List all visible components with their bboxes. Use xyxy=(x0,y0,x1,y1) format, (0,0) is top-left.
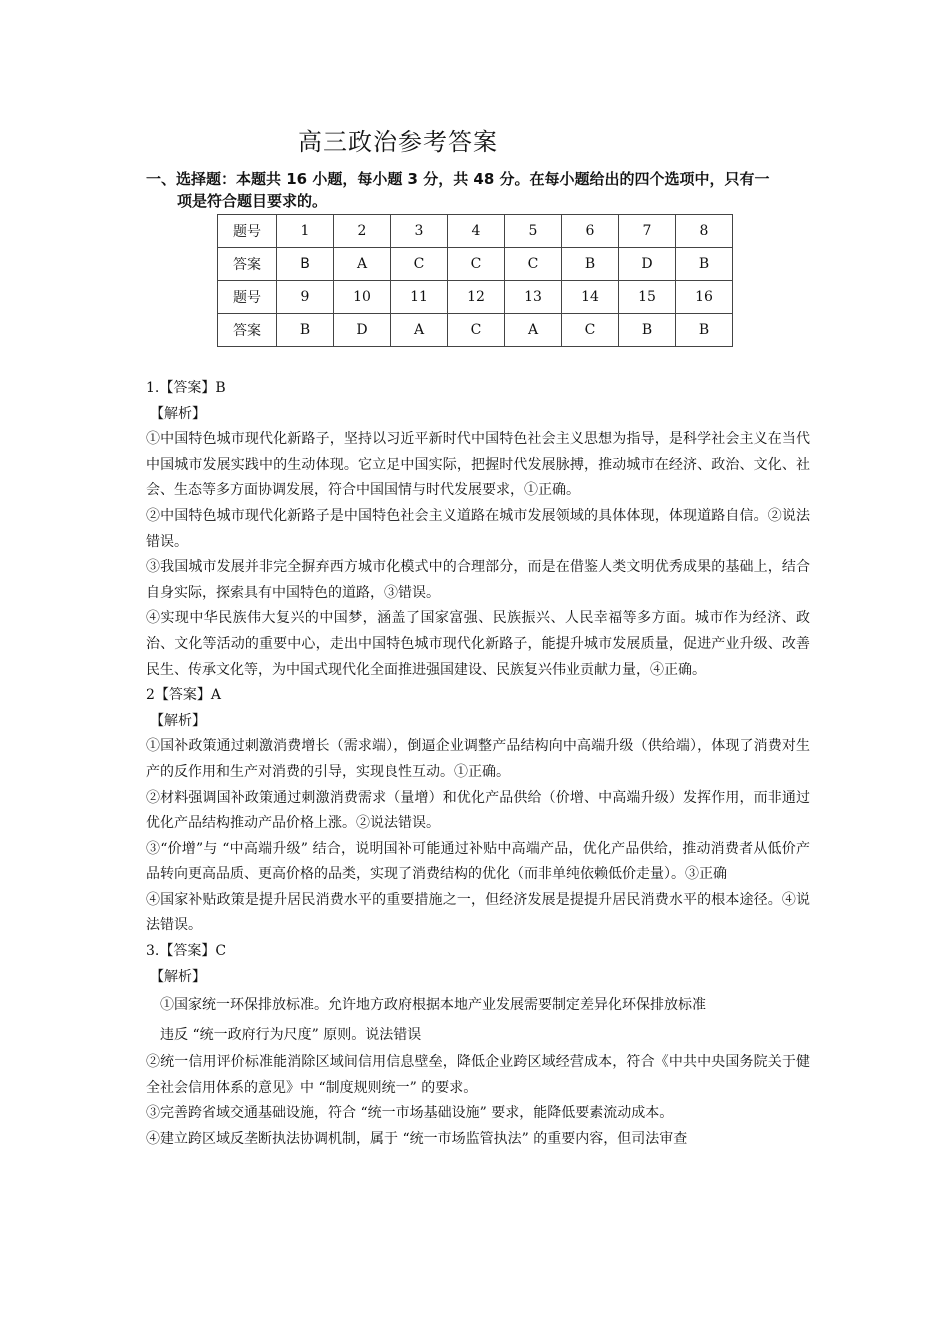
q1-analysis-label: 【解析】 xyxy=(150,405,206,422)
table-cell: B xyxy=(676,314,733,347)
section-heading-line1: 一、选择题：本题共 16 小题，每小题 3 分，共 48 分。在每小题给出的四个选项中，只有一 xyxy=(146,170,770,188)
table-cell: 9 xyxy=(277,281,334,314)
section-heading-line2: 项是符合题目要求的。 xyxy=(177,192,328,210)
row-label-answer: 答案 xyxy=(218,248,277,281)
q2-paragraph-2: ②材料强调国补政策通过刺激消费需求（量增）和优化产品供给（价增、中高端升级）发挥作用，而非通过优化产品结构推动产品价格上涨。②说法错误。 xyxy=(146,789,810,832)
row-label-answer: 答案 xyxy=(218,314,277,347)
page-title: 高三政治参考答案 xyxy=(298,128,498,156)
table-cell: 14 xyxy=(562,281,619,314)
q3-paragraph-2: ②统一信用评价标准能消除区域间信用信息壁垒，降低企业跨区域经营成本，符合《中共中央国务院关于健全社会信用体系的意见》中 “制度规则统一” 的要求。 xyxy=(146,1054,810,1096)
q1-paragraph-3: ③我国城市发展并非完全摒弃西方城市化模式中的合理部分，而是在借鉴人类文明优秀成果的基础上，结合自身实际，探索具有中国特色的道路，③错误。 xyxy=(146,559,810,601)
q2-paragraph-3: ③“价增”与 “中高端升级” 结合，说明国补可能通过补贴中高端产品，优化产品供给，推动消费者从低价产品转向更高品质、更高价格的品类，实现了消费结构的优化（而非单纯依赖低价走量）。③正确 xyxy=(146,840,810,883)
table-cell: B xyxy=(676,248,733,281)
table-cell: 10 xyxy=(334,281,391,314)
table-cell: A xyxy=(505,314,562,347)
table-cell: 15 xyxy=(619,281,676,314)
table-cell: C xyxy=(505,248,562,281)
table-cell: 7 xyxy=(619,215,676,248)
table-cell: 6 xyxy=(562,215,619,248)
section-heading xyxy=(146,168,826,212)
table-cell: B xyxy=(277,314,334,347)
table-cell: A xyxy=(391,314,448,347)
table-cell: 13 xyxy=(505,281,562,314)
q1-paragraph-4: ④实现中华民族伟大复兴的中国梦，涵盖了国家富强、民族振兴、人民幸福等多方面。城市作为经济、政治、文化等活动的重要中心，走出中国特色城市现代化新路子，能提升城市发展质量，促进产业升级、改善民生、传承文化等，为中国式现代化全面推进强国建设、民族复兴伟业贡献力量，④正确。 xyxy=(146,610,810,678)
table-cell: C xyxy=(448,314,505,347)
table-cell: D xyxy=(619,248,676,281)
q2-answer: 2【答案】A xyxy=(146,687,222,704)
q1-answer: 1.【答案】B xyxy=(146,380,226,396)
q3-paragraph-4: ④建立跨区域反垄断执法协调机制，属于 “统一市场监管执法” 的重要内容，但司法审查 xyxy=(146,1131,688,1148)
table-cell: A xyxy=(334,248,391,281)
q1-paragraph-2: ②中国特色城市现代化新路子是中国特色社会主义道路在城市发展领域的具体体现，体现道路自信。②说法错误。 xyxy=(146,507,810,550)
table-cell: 3 xyxy=(391,215,448,248)
table-row xyxy=(218,314,733,347)
q1-paragraph-1: ①中国特色城市现代化新路子，坚持以习近平新时代中国特色社会主义思想为指导，是科学社会主义在当代中国城市发展实践中的生动体现。它立足中国实际，把握时代发展脉搏，推动城市在经济、政治、文化、社会、生态等多方面协调发展，符合中国国情与时代发展要求，①正确。 xyxy=(146,431,810,499)
table-cell: B xyxy=(562,248,619,281)
row-label-question: 题号 xyxy=(218,215,277,248)
table-cell: 5 xyxy=(505,215,562,248)
table-cell: C xyxy=(562,314,619,347)
q3-paragraph-3: ③完善跨省域交通基础设施，符合 “统一市场基础设施” 要求，能降低要素流动成本。 xyxy=(146,1105,674,1122)
table-cell: 2 xyxy=(334,215,391,248)
table-cell: B xyxy=(619,314,676,347)
q3-paragraph-1a: ①国家统一环保排放标准。允许地方政府根据本地产业发展需要制定差异化环保排放标准 xyxy=(160,997,706,1014)
table-cell: 12 xyxy=(448,281,505,314)
table-cell: 4 xyxy=(448,215,505,248)
q3-answer: 3.【答案】C xyxy=(146,943,227,960)
row-label-question: 题号 xyxy=(218,281,277,314)
answer-explanations xyxy=(146,376,810,1153)
table-row xyxy=(218,281,733,314)
table-row xyxy=(218,215,733,248)
q3-analysis-label: 【解析】 xyxy=(150,968,206,985)
q2-analysis-label: 【解析】 xyxy=(150,712,206,729)
table-cell: C xyxy=(448,248,505,281)
table-cell: 1 xyxy=(277,215,334,248)
q3-paragraph-1b: 违反 “统一政府行为尺度” 原则。说法错误 xyxy=(160,1027,422,1044)
table-cell: 11 xyxy=(391,281,448,314)
table-cell: C xyxy=(391,248,448,281)
q2-paragraph-4: ④国家补贴政策是提升居民消费水平的重要措施之一，但经济发展是提提升居民消费水平的根本途径。④说法错误。 xyxy=(146,891,810,934)
table-cell: B xyxy=(277,248,334,281)
table-row xyxy=(218,248,733,281)
answer-table xyxy=(217,214,733,347)
table-cell: D xyxy=(334,314,391,347)
table-cell: 16 xyxy=(676,281,733,314)
q2-paragraph-1: ①国补政策通过刺激消费增长（需求端），倒逼企业调整产品结构向中高端升级（供给端），体现了消费对生产的反作用和生产对消费的引导，实现良性互动。①正确。 xyxy=(146,738,810,780)
table-cell: 8 xyxy=(676,215,733,248)
